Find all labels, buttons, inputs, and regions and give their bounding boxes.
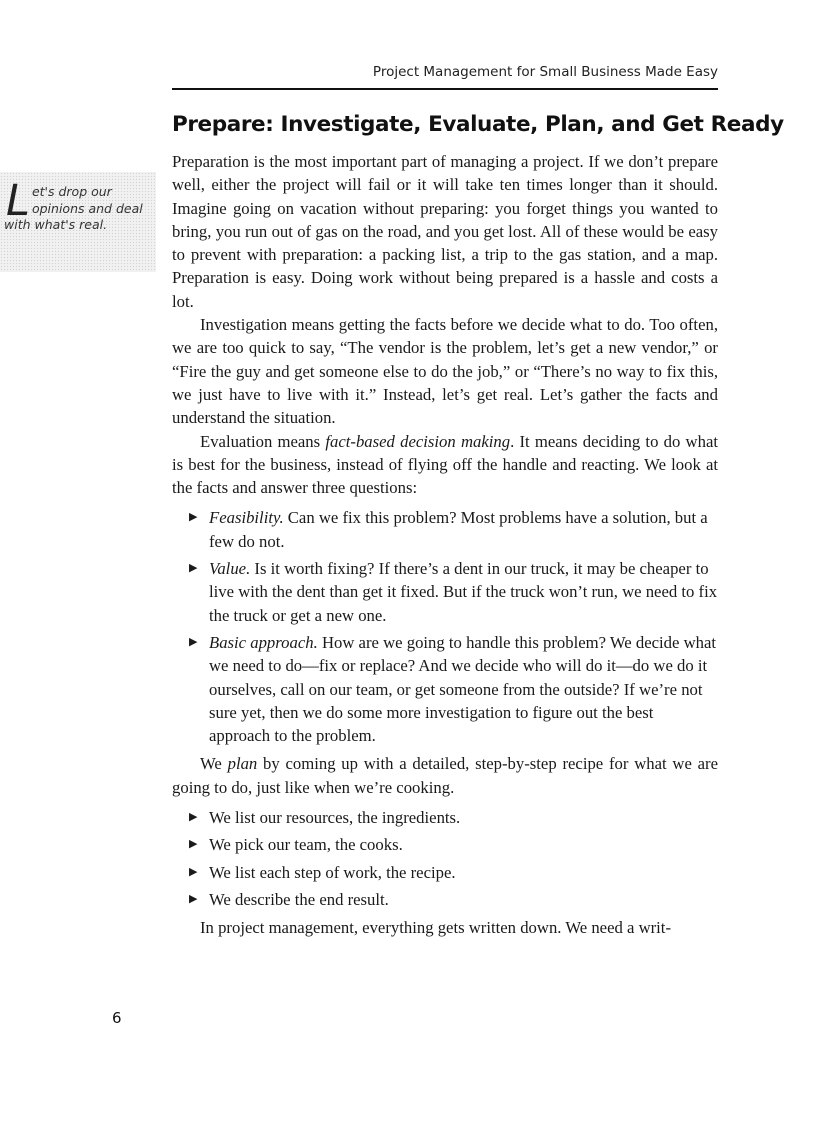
bullet-term: Feasibility.: [209, 508, 284, 528]
page-number: 6: [112, 1009, 122, 1027]
section-title: Prepare: Investigate, Evaluate, Plan, and Get Ready: [172, 112, 784, 137]
paragraph-evaluation: [172, 430, 718, 500]
bullet-arrow-icon: ▶: [189, 635, 198, 648]
plan-text-end: by coming up with a detailed, step-by-step recipe for what we are going to do, just like when we’re cooking.: [172, 754, 718, 797]
paragraph-plan: [172, 752, 718, 799]
bullet-text: Can we fix this problem? Most problems have a solution, but a few do not.: [209, 508, 708, 551]
header-rule: [172, 88, 718, 90]
list-item: [172, 888, 718, 911]
pullquote-drop-cap: L: [6, 176, 30, 226]
plan-emphasis: plan: [227, 754, 258, 774]
paragraph-written-down: In project management, everything gets written down. We need a writ-: [200, 918, 672, 938]
list-item: [172, 557, 718, 627]
bullet-arrow-icon: ▶: [189, 562, 198, 575]
paragraph-preparation: Preparation is the most important part of managing a project. If we don’t prepare well, either the project will fail or it will take ten times longer than it should. Imagine going on vacation without preparing: you forget things you wanted to bring, you run out of gas on the road, and you get lost. All of these would be easy to prevent with preparation: a packing list, a trip to the gas station, and a map. Preparation is easy. Doing work without being prepared is a hassle and costs a lot.: [172, 152, 718, 311]
evaluation-text-end: . It means deciding to do what is best for the business, instead of flying off the handle and reacting. We look at the facts and answer three questions:: [172, 431, 718, 498]
bullet-arrow-icon: ▶: [189, 811, 198, 824]
bullet-arrow-icon: ▶: [189, 865, 198, 878]
list-item: [172, 506, 718, 553]
bullet-arrow-icon: ▶: [189, 892, 198, 905]
bullet-text: Is it worth fixing? If there’s a dent in our truck, it may be cheaper to live with the dent than get it fixed. But if the truck won’t run, we need to fix the truck or get a new one.: [209, 559, 718, 625]
evaluation-question-list: [172, 506, 718, 747]
bullet-text: We list each step of work, the recipe.: [209, 862, 456, 882]
bullet-arrow-icon: ▶: [189, 838, 198, 851]
list-item: [172, 833, 718, 856]
list-item: [172, 631, 718, 747]
bullet-text: How are we going to handle this problem? We decide what we need to do—fix or replace? And we decide who will do it—do we do it ourselves, call on our team, or get someone from the outside? If we’re not sure yet, then we do some more investigation to figure out the best approach to the problem.: [209, 632, 717, 746]
sidebar-pullquote: [4, 176, 154, 234]
paragraph-investigation: Investigation means getting the facts before we decide what to do. Too often, we are too quick to say, “The vendor is the problem, let’s get a new vendor,” or “Fire the guy and get someone else to do the job,” or “There’s no way to fix this, we just have to live with it.” Instead, let’s get real. Let’s gather the facts and understand the situation.: [172, 315, 718, 428]
pullquote-text: et's drop our opinions and deal with what's real.: [4, 184, 143, 232]
plan-step-list: [172, 806, 718, 911]
bullet-text: We describe the end result.: [209, 889, 389, 909]
bullet-arrow-icon: ▶: [189, 511, 198, 524]
bullet-term: Basic approach.: [209, 632, 318, 652]
running-head: Project Management for Small Business Made Easy: [372, 64, 718, 80]
plan-text-start: We: [200, 754, 228, 774]
bullet-text: We pick our team, the cooks.: [209, 835, 403, 855]
evaluation-text-start: Evaluation means: [200, 431, 326, 451]
list-item: [172, 861, 718, 884]
bullet-term: Value.: [209, 559, 251, 579]
list-item: [172, 806, 718, 829]
body-text: [172, 150, 718, 940]
bullet-text: We list our resources, the ingredients.: [209, 808, 461, 828]
evaluation-emphasis: fact-based decision making: [325, 431, 511, 451]
